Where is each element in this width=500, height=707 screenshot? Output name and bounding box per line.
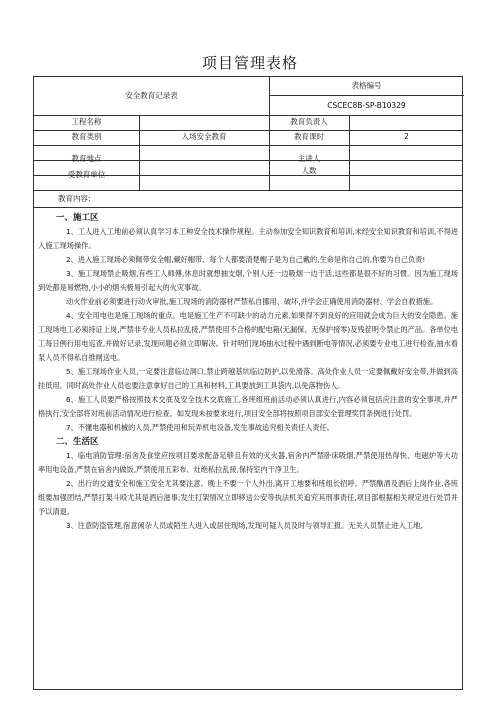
count-label: 人数 [301,166,317,175]
edu-type-label: 教育类别 [71,132,102,141]
content-label: 教育内容: [58,194,91,203]
divider [349,115,350,190]
edu-lead-label: 教育负责人 [290,117,328,126]
paragraph: 3、注意防盗管理,宿意闲杂人员或陌生人进入或居住现场,发现可疑人员及时与领导汇报。无关人员禁止进入工地, [66,521,423,530]
edu-hours-label: 教育课时 [294,132,324,141]
paragraph: 1、工人进入工地前必须认真学习本工种安全技术操作规程。主动参加安全知识教育和培训,未经安全知识教育和培训,不得进入施工现场操作。 [38,227,458,250]
unit-label: 受教育单位 [67,170,106,179]
safety-education-form [33,76,463,690]
section-heading: 二、生活区 [56,437,99,447]
paragraph: 1、临电消防管理:宿舍及食堂应按项目要求配备足够且有效的灭火器,宿舍内严禁卧床吸烟,严禁使用热得快、电磁炉等大功率用电设备,严禁在宿舍内做饭,严禁使用五彩布、灶绝私拉乱接,保持室内干净卫生。 [38,451,458,474]
paragraph: 2、出行的交通安全和施工安全尤其要注意。晚上不要一个人外出,离开工地要和班组长招呼。严禁酗酒及酒后上岗作业,各班组要加强团结,严禁打架斗殴尤其是酒后滋事;发生打架情况立即移送公安等执法机关追究其刑事责任,项目部根据相关规定进行处罚并予以清退。 [38,479,458,516]
paragraph: 4、安全用电也是施工现场的重点。电是施工生产不可缺少的动力元素,如果得不到良好的应用就会成为巨大的安全隐患。施工现场电工必须持证上岗,严禁非专业人员私拉乱接,严禁使用不合格的配电箱(无漏保、无保护接零)及残茬明令禁止的产品。各单位电工每日例行用电巡查,并做好记录,发现问题必须立即解决。针对明们现场抽水过程中遇到断电等情况,必须要专业电工进行检查,抽水看泵人员不得私自推闸送电。 [38,311,458,362]
divider [269,95,464,96]
form-code-label: 表格编号 [351,81,382,90]
paragraph: 3、施工现场禁止吸烟,有些工人师傅,休息时就想抽支烟,个别人还一边吸烟一边干活,这些都是很不好的习惯。因为施工现场到处都是易燃物,小小的烟头极易引起大的火灾事故。 [38,269,458,292]
project-name-label: 工程名称 [71,117,102,126]
edu-type-value: 入场安全教育 [181,132,227,141]
form-code-value: CSCEC8B-SP-B10329 [327,101,406,110]
section-heading: 一、施工区 [56,213,99,223]
divider [139,115,140,190]
paragraph: 6、施工人员要严格按照技术交底及安全技术交底施工,各班组班前活动必须认真进行,内容必须包括应注意的安全事项,并严格执行,安全部将对班前活动情况进行检查。如发现未按要求进行,项目安全部将按照项目部安全管理奖罚条例进行处罚。 [38,395,458,418]
divider [34,207,462,208]
lecturer-label: 主讲人 [297,154,321,163]
record-name: 安全教育记录表 [125,91,178,100]
divider [34,145,462,146]
edu-hours-value: 2 [404,132,409,141]
paragraph: 5、施工现场作业人员,一定要注意临边洞口,禁止跨越基坑临边防护,以免滑落。高处作业人员一定要佩戴好安全带,并做到高挂低用。同时高处作业人员也要注意拿好自己的工具和材料,工具要放到工具袋内,以免落物伤人。 [38,367,458,390]
paragraph: 7、不懂电器和机械的人员,严禁使用和玩弄机电设备,发生事故追究相关责任人责任。 [66,423,334,432]
divider [34,190,462,191]
paragraph: 动火作业前必须要进行动火审批,施工现场的消防器材严禁私自挪用、破坏,并学会正确使用消防器材、学会自救措施。 [66,297,438,306]
page-title: 项目管理表格 [201,54,298,72]
edu-place-label: 教育地点 [71,154,102,163]
paragraph: 2、进入施工现场必须佩带安全帽,戴好帽带、每个人都要清楚帽子是为自己戴的,生命是你自己的,你要为自己负责! [66,255,426,264]
